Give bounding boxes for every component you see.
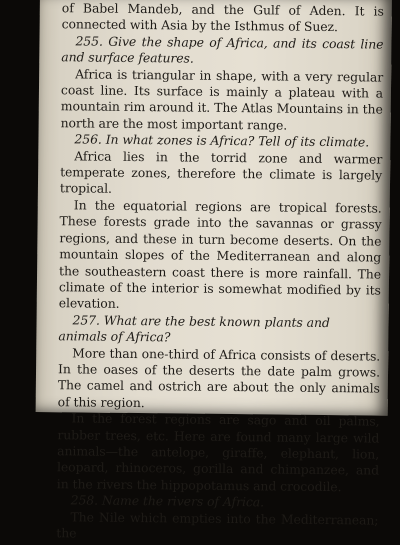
question-257: 257. What are the best known plants and animals of Africa?	[58, 312, 330, 345]
answer-257-forests: In the forest regions are sago and oil palms, rubber trees, etc. Here are found many large wild animals—the antelope, giraffe, elephant, lion, leopard, rhinoceros, gorilla and chimpanzee, and in the rivers the hippopotamus and crocodile.	[56, 410, 380, 494]
answer-255: Africa is triangular in shape, with a very regular coast line. Its surface is mainly a plateau with a mountain rim around it. The Atlas Mountains in the north are the most important range.	[60, 65, 384, 133]
question-256: 256. In what zones is Africa? Tell of its climate.	[74, 131, 370, 150]
answer-257-deserts: More than one-third of Africa consists of deserts. In the oases of the deserts the date palm grows. The camel and ostrich are about the only animals of this region.	[57, 344, 381, 410]
page-text	[56, 0, 384, 545]
question-258: 258. Name the rivers of Africa.	[70, 492, 265, 510]
answer-256-regions: In the equatorial regions are tropical forests. These forests grade into the savannas or grassy regions, and these in turn become deserts. On the mountain slopes of the Mediterranean and along the southeastern coast there is more rainfall. The climate of the interior is somewhat modified by its elevation.	[58, 197, 382, 312]
answer-256-climate: Africa lies in the torrid zone and warmer temperate zones, therefore the climate is largely tropical.	[59, 148, 383, 197]
paragraph-continuation: of Babel Mandeb, and the Gulf of Aden. It is connected with Asia by the Isthmus of Suez.	[61, 0, 384, 35]
book-page	[36, 0, 392, 541]
answer-258-partial: The Nile which empties into the Mediterranean; the	[56, 508, 379, 541]
question-255: 255. Give the shape of Africa, and its coast line and surface features.	[61, 33, 384, 66]
